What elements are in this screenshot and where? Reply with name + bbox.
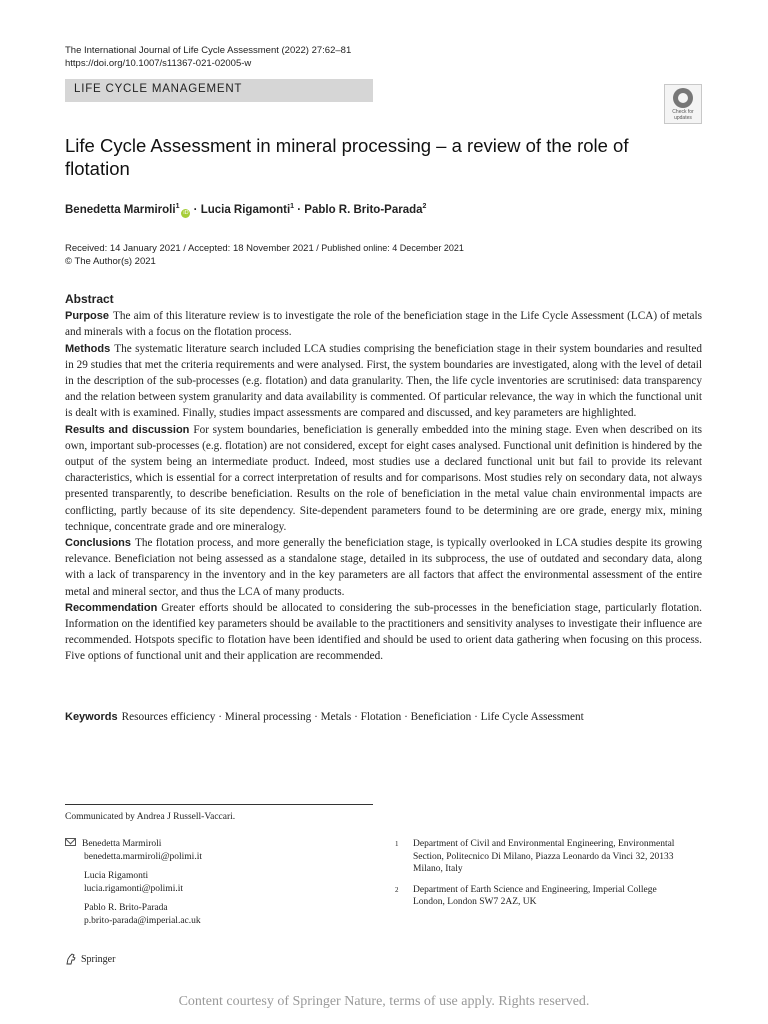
check-updates-icon [673, 88, 693, 108]
author-separator: · [190, 203, 201, 216]
abstract-purpose [65, 308, 702, 340]
copyright: © The Author(s) 2021 [65, 256, 156, 267]
section-label: Conclusions [65, 537, 132, 550]
check-for-updates-badge[interactable] [664, 84, 702, 124]
section-text: The systematic literature search included LCA studies comprising the beneficiation stage in their system boundaries and resulted in 29 studies that met the criteria requirements and were analysed. First, the system boundaries are investigated, along with the level of detail in the description of the sub-processes (e.g. flotation) and data granularity. Then, the life cycle inventories are scrutinised: data transparency and the relation between system granularity and data availability is commented. Of particular relevance, the way in which the functional unit is dealt with is examined. Finally, studies impact assessments are compared and discussed, and key parameters are highlighted. [65, 342, 702, 420]
section-text: The flotation process, and more generally the beneficiation stage, is typically overlooked in LCA studies despite its growing relevance. Beneficiation not being assessed as a standalone stage, detailed in its subprocess, the use of outdated and secondary data, along with a lack of transparency in the inventory and in the key parameters are all factors that affect the environmental assessment of the entire metal and mineral sector, and thus the LCA of many products. [65, 537, 702, 598]
content-courtesy-notice: Content courtesy of Springer Nature, terms of use apply. Rights reserved. [178, 994, 590, 1009]
publisher-name: Springer [81, 953, 116, 965]
affiliation-item [395, 884, 695, 909]
section-text: The aim of this literature review is to investigate the role of the beneficiation stage in the Life Cycle Assessment (LCA) of metals and minerals with a focus on the flotation process. [65, 310, 702, 339]
corresponding-author [65, 870, 202, 895]
abstract-recommendation [65, 600, 702, 665]
abstract-heading: Abstract [65, 292, 114, 306]
published-online: / Published online: 4 December 2021 [313, 243, 464, 253]
corr-email[interactable]: benedetta.marmiroli@polimi.it [84, 851, 202, 862]
affiliation-item [395, 838, 695, 876]
author-list [65, 203, 426, 218]
section-label: Recommendation [65, 601, 158, 614]
section-text: For system boundaries, beneficiation is generally embedded into the mining stage. Even when described on its own, important sub-processes (e.g. flotation) are not considered, except for eight cases analysed. Functional unit definition is hindered by the output of the system being an intermediate product. Indeed, most studies use a declared functional unit but fail to provide its relevant characteristics, which is essential for a correct interpretation of results and for comparisons. Most studies rely on secondary data, not always presented transparently, to describe beneficiation. Results on the role of beneficiation in the metal value chain environmental impacts are conflicting, partly because of its site dependency. Site-dependent parameters found to be determining are ore grade, energy mix, mining technique, concentrate grade and ore mineralogy. [65, 423, 702, 533]
abstract-results [65, 422, 702, 535]
doi-link[interactable]: https://doi.org/10.1007/s11367-021-02005-w [65, 58, 252, 69]
publisher-logo [65, 953, 115, 965]
author-affil-sup: 1 [290, 203, 295, 210]
author-affil-sup: 1 [175, 203, 180, 210]
affiliation-text: Department of Earth Science and Engineering, Imperial College London, London SW7 2AZ, UK [413, 884, 657, 907]
author-name[interactable]: Benedetta Marmiroli [65, 203, 176, 216]
author-separator: · [294, 203, 305, 216]
publication-dates [65, 242, 464, 268]
section-label: Results and discussion [65, 423, 190, 436]
corr-email[interactable]: lucia.rigamonti@polimi.it [84, 883, 183, 894]
affiliation-number: 1 [395, 840, 399, 848]
author-name[interactable]: Lucia Rigamonti [200, 203, 291, 216]
keywords [65, 711, 584, 723]
corr-name: Lucia Rigamonti [84, 871, 149, 881]
abstract-conclusions [65, 535, 702, 600]
affiliation-number: 2 [395, 885, 399, 894]
abstract [65, 291, 702, 665]
affiliation-text: Department of Civil and Environmental Engineering, Environmental Section, Politecnico Di Milano, Piazza Leonardo da Vinci 32, 20133 Milano, Italy [413, 839, 675, 874]
springer-horse-icon [65, 953, 77, 965]
footnote-divider [65, 804, 373, 805]
check-updates-label: Check for updates [672, 109, 694, 121]
section-label: Purpose [65, 310, 110, 323]
corresponding-authors [65, 838, 202, 934]
author-name[interactable]: Pablo R. Brito-Parada [304, 203, 423, 216]
section-text: Greater efforts should be allocated to considering the sub-processes in the beneficiation stage, particularly flotation. Information on the identified key parameters should be available to the practitioners and sensitivity analyses to investigate their influence are recommended. Hotspots specific to flotation have been identified and should be used to orient data gathering when focusing on this process. Five options of functional unit and their application are recommended. [65, 601, 702, 663]
communicated-by: Communicated by Andrea J Russell-Vaccari. [65, 812, 236, 822]
keywords-label: Keywords [65, 711, 118, 723]
envelope-icon [65, 838, 76, 846]
affiliations [395, 838, 695, 917]
paper-title: Life Cycle Assessment in mineral processing – a review of the role of flotation [65, 135, 629, 179]
corresponding-author [65, 902, 202, 927]
journal-citation: The International Journal of Life Cycle Assessment (2022) 27:62–81 [65, 45, 352, 56]
received-accepted: Received: 14 January 2021 / Accepted: 18 November 2021 [65, 243, 314, 254]
author-affil-sup: 2 [422, 203, 427, 210]
abstract-methods [65, 341, 702, 422]
corr-name: Pablo R. Brito-Parada [84, 903, 168, 913]
section-label: Methods [65, 342, 111, 355]
corr-email[interactable]: p.brito-parada@imperial.ac.uk [84, 915, 201, 926]
corr-name: Benedetta Marmiroli [82, 839, 162, 849]
orcid-icon[interactable]: iD [183, 209, 189, 216]
keywords-text: Resources efficiency · Mineral processing · Metals · Flotation · Beneficiation · Life Cycle Assessment [121, 711, 584, 723]
section-banner: LIFE CYCLE MANAGEMENT [65, 79, 373, 102]
corresponding-author [65, 838, 202, 863]
journal-header [65, 44, 351, 70]
